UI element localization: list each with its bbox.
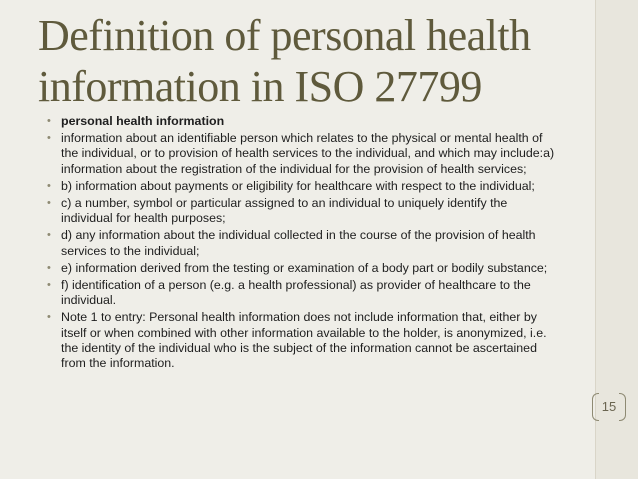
bullet-dot-icon: • xyxy=(47,229,51,242)
bullet-text: personal health information xyxy=(61,114,225,128)
bullet-dot-icon: • xyxy=(47,115,51,127)
bullet-text: d) any information about the individual collected in the course of the provision of health services to the individual; xyxy=(61,228,536,258)
bullet-text: information about an identifiable person which relates to the physical or mental health of the individual, or to provision of health services to the individual, and which may include:a) information about the registration of the individual for the provision of health services; xyxy=(61,131,555,176)
slide-title: Definition of personal health information in ISO 27799 xyxy=(38,11,531,111)
bullet-item xyxy=(47,196,560,226)
bullet-item xyxy=(47,228,560,258)
bullet-dot-icon: • xyxy=(47,279,51,292)
bullet-dot-icon: • xyxy=(47,132,51,145)
bullet-item xyxy=(47,114,560,129)
bullet-text: f) identification of a person (e.g. a health professional) as provider of healthcare to the individual. xyxy=(61,278,531,308)
bullet-item xyxy=(47,260,560,276)
bullet-item xyxy=(47,178,560,194)
bullet-dot-icon: • xyxy=(47,197,51,210)
bullet-dot-icon: • xyxy=(47,261,51,274)
bullet-dot-icon: • xyxy=(47,311,51,324)
bullet-list xyxy=(47,114,560,373)
bullet-text: e) information derived from the testing or examination of a body part or bodily substance; xyxy=(61,260,548,275)
bullet-item xyxy=(47,278,560,308)
bullet-text: Note 1 to entry: Personal health information does not include information that, either by itself or when combined with other information available to the holder, is anonymized, i.e. the identity of the individual who is the subject of the information cannot be ascertained from the information. xyxy=(61,310,547,371)
bullet-dot-icon: • xyxy=(47,179,51,192)
bullet-text: b) information about payments or eligibility for healthcare with respect to the individual; xyxy=(61,178,535,193)
bullet-item xyxy=(47,310,560,371)
bullet-item xyxy=(47,131,560,177)
page-number: 15 xyxy=(592,393,626,421)
bullet-text: c) a number, symbol or particular assigned to an individual to uniquely identify the individual for health purposes; xyxy=(61,196,508,226)
